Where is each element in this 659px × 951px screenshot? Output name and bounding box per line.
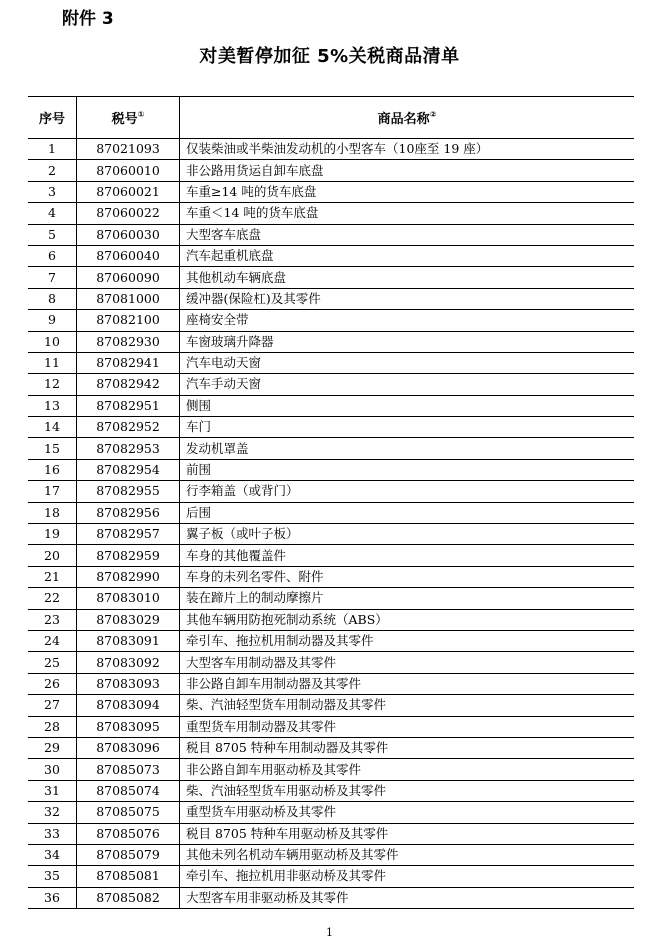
cell-product-name: 翼子板（或叶子板） — [180, 524, 635, 545]
header-tax-code-note: ① — [137, 110, 145, 119]
cell-product-name: 座椅安全带 — [180, 310, 635, 331]
cell-tax-code: 87082100 — [77, 310, 180, 331]
cell-product-name: 侧围 — [180, 395, 635, 416]
header-product-name — [180, 97, 635, 139]
cell-product-name: 后围 — [180, 502, 635, 523]
cell-tax-code: 87082990 — [77, 566, 180, 587]
cell-serial: 30 — [28, 759, 77, 780]
cell-tax-code: 87060010 — [77, 160, 180, 181]
cell-serial: 34 — [28, 844, 77, 865]
table-row — [28, 288, 634, 309]
table-row — [28, 245, 634, 266]
header-serial — [28, 97, 77, 139]
cell-serial: 14 — [28, 417, 77, 438]
cell-product-name: 牵引车、拖拉机用非驱动桥及其零件 — [180, 866, 635, 887]
cell-product-name: 车重＜14 吨的货车底盘 — [180, 203, 635, 224]
tariff-table — [28, 96, 634, 909]
table-row — [28, 459, 634, 480]
table-row — [28, 352, 634, 373]
cell-serial: 21 — [28, 566, 77, 587]
cell-product-name: 其他未列名机动车辆用驱动桥及其零件 — [180, 844, 635, 865]
table-row — [28, 438, 634, 459]
table-body — [28, 139, 634, 909]
cell-product-name: 税目 8705 特种车用制动器及其零件 — [180, 737, 635, 758]
cell-product-name: 车重≥14 吨的货车底盘 — [180, 181, 635, 202]
cell-product-name: 仅装柴油或半柴油发动机的小型客车（10座至 19 座） — [180, 139, 635, 160]
table-row — [28, 160, 634, 181]
table-row — [28, 502, 634, 523]
table-row — [28, 267, 634, 288]
cell-serial: 27 — [28, 695, 77, 716]
cell-tax-code: 87021093 — [77, 139, 180, 160]
table-row — [28, 823, 634, 844]
annex-label: 附件 3 — [62, 9, 114, 29]
cell-tax-code: 87085075 — [77, 802, 180, 823]
table-row — [28, 481, 634, 502]
table-row — [28, 887, 634, 908]
cell-tax-code: 87085081 — [77, 866, 180, 887]
cell-tax-code: 87060021 — [77, 181, 180, 202]
cell-product-name: 车身的其他覆盖件 — [180, 545, 635, 566]
cell-product-name: 柴、汽油轻型货车用制动器及其零件 — [180, 695, 635, 716]
cell-serial: 22 — [28, 588, 77, 609]
cell-serial: 3 — [28, 181, 77, 202]
cell-product-name: 缓冲器(保险杠)及其零件 — [180, 288, 635, 309]
cell-product-name: 其他车辆用防抱死制动系统（ABS） — [180, 609, 635, 630]
cell-tax-code: 87082942 — [77, 374, 180, 395]
cell-tax-code: 87082941 — [77, 352, 180, 373]
cell-serial: 9 — [28, 310, 77, 331]
cell-tax-code: 87081000 — [77, 288, 180, 309]
table-row — [28, 181, 634, 202]
table-row — [28, 331, 634, 352]
cell-serial: 16 — [28, 459, 77, 480]
cell-tax-code: 87082953 — [77, 438, 180, 459]
table-row — [28, 737, 634, 758]
page-number: 1 — [326, 926, 333, 939]
cell-serial: 15 — [28, 438, 77, 459]
table-row — [28, 673, 634, 694]
cell-tax-code: 87083096 — [77, 737, 180, 758]
cell-serial: 7 — [28, 267, 77, 288]
cell-tax-code: 87083092 — [77, 652, 180, 673]
cell-serial: 19 — [28, 524, 77, 545]
cell-product-name: 牵引车、拖拉机用制动器及其零件 — [180, 630, 635, 651]
cell-serial: 31 — [28, 780, 77, 801]
cell-tax-code: 87082952 — [77, 417, 180, 438]
table-row — [28, 374, 634, 395]
cell-tax-code: 87085079 — [77, 844, 180, 865]
cell-tax-code: 87085082 — [77, 887, 180, 908]
table-row — [28, 695, 634, 716]
cell-product-name: 税目 8705 特种车用驱动桥及其零件 — [180, 823, 635, 844]
table-row — [28, 652, 634, 673]
cell-product-name: 发动机罩盖 — [180, 438, 635, 459]
cell-tax-code: 87083091 — [77, 630, 180, 651]
cell-serial: 24 — [28, 630, 77, 651]
cell-product-name: 大型客车用非驱动桥及其零件 — [180, 887, 635, 908]
cell-product-name: 其他机动车辆底盘 — [180, 267, 635, 288]
table-row — [28, 139, 634, 160]
cell-tax-code: 87082957 — [77, 524, 180, 545]
cell-product-name: 重型货车用制动器及其零件 — [180, 716, 635, 737]
table-row — [28, 866, 634, 887]
cell-serial: 13 — [28, 395, 77, 416]
table-row — [28, 588, 634, 609]
cell-tax-code: 87082951 — [77, 395, 180, 416]
cell-product-name: 装在蹄片上的制动摩擦片 — [180, 588, 635, 609]
page-title: 对美暂停加征 5%关税商品清单 — [199, 46, 460, 67]
cell-serial: 2 — [28, 160, 77, 181]
cell-tax-code: 87082954 — [77, 459, 180, 480]
cell-tax-code: 87082955 — [77, 481, 180, 502]
cell-tax-code: 87060040 — [77, 245, 180, 266]
header-product-name-note: ② — [429, 110, 437, 119]
cell-tax-code: 87082956 — [77, 502, 180, 523]
table-row — [28, 566, 634, 587]
cell-serial: 26 — [28, 673, 77, 694]
cell-tax-code: 87060030 — [77, 224, 180, 245]
cell-product-name: 重型货车用驱动桥及其零件 — [180, 802, 635, 823]
table-row — [28, 395, 634, 416]
table-row — [28, 524, 634, 545]
cell-serial: 29 — [28, 737, 77, 758]
table-row — [28, 844, 634, 865]
cell-tax-code: 87083010 — [77, 588, 180, 609]
cell-product-name: 车身的未列名零件、附件 — [180, 566, 635, 587]
table-row — [28, 545, 634, 566]
table-row — [28, 759, 634, 780]
table-row — [28, 310, 634, 331]
table-row — [28, 417, 634, 438]
cell-serial: 10 — [28, 331, 77, 352]
cell-tax-code: 87083094 — [77, 695, 180, 716]
cell-tax-code: 87060022 — [77, 203, 180, 224]
header-serial-label: 序号 — [38, 112, 65, 127]
table-row — [28, 224, 634, 245]
table-row — [28, 609, 634, 630]
cell-tax-code: 87085074 — [77, 780, 180, 801]
cell-serial: 18 — [28, 502, 77, 523]
cell-serial: 11 — [28, 352, 77, 373]
header-product-name-label: 商品名称 — [377, 112, 430, 127]
cell-product-name: 车窗玻璃升降器 — [180, 331, 635, 352]
cell-tax-code: 87082930 — [77, 331, 180, 352]
cell-serial: 23 — [28, 609, 77, 630]
cell-product-name: 非公路自卸车用驱动桥及其零件 — [180, 759, 635, 780]
cell-serial: 12 — [28, 374, 77, 395]
cell-tax-code: 87083029 — [77, 609, 180, 630]
cell-product-name: 前围 — [180, 459, 635, 480]
table-row — [28, 716, 634, 737]
cell-product-name: 汽车电动天窗 — [180, 352, 635, 373]
header-tax-code-label: 税号 — [111, 112, 138, 127]
cell-serial: 28 — [28, 716, 77, 737]
cell-product-name: 非公路用货运自卸车底盘 — [180, 160, 635, 181]
cell-serial: 8 — [28, 288, 77, 309]
cell-tax-code: 87082959 — [77, 545, 180, 566]
cell-tax-code: 87083095 — [77, 716, 180, 737]
cell-tax-code: 87060090 — [77, 267, 180, 288]
cell-tax-code: 87083093 — [77, 673, 180, 694]
cell-serial: 33 — [28, 823, 77, 844]
cell-product-name: 车门 — [180, 417, 635, 438]
cell-tax-code: 87085076 — [77, 823, 180, 844]
cell-product-name: 大型客车底盘 — [180, 224, 635, 245]
table-row — [28, 630, 634, 651]
cell-serial: 5 — [28, 224, 77, 245]
table-row — [28, 780, 634, 801]
table-row — [28, 203, 634, 224]
cell-serial: 4 — [28, 203, 77, 224]
cell-serial: 35 — [28, 866, 77, 887]
cell-serial: 17 — [28, 481, 77, 502]
cell-product-name: 汽车手动天窗 — [180, 374, 635, 395]
cell-tax-code: 87085073 — [77, 759, 180, 780]
table-header-row — [28, 97, 634, 139]
cell-product-name: 大型客车用制动器及其零件 — [180, 652, 635, 673]
cell-product-name: 柴、汽油轻型货车用驱动桥及其零件 — [180, 780, 635, 801]
cell-serial: 36 — [28, 887, 77, 908]
cell-serial: 6 — [28, 245, 77, 266]
cell-serial: 1 — [28, 139, 77, 160]
cell-serial: 32 — [28, 802, 77, 823]
header-tax-code — [77, 97, 180, 139]
cell-serial: 20 — [28, 545, 77, 566]
cell-product-name: 非公路自卸车用制动器及其零件 — [180, 673, 635, 694]
cell-product-name: 汽车起重机底盘 — [180, 245, 635, 266]
cell-product-name: 行李箱盖（或背门） — [180, 481, 635, 502]
table-row — [28, 802, 634, 823]
cell-serial: 25 — [28, 652, 77, 673]
